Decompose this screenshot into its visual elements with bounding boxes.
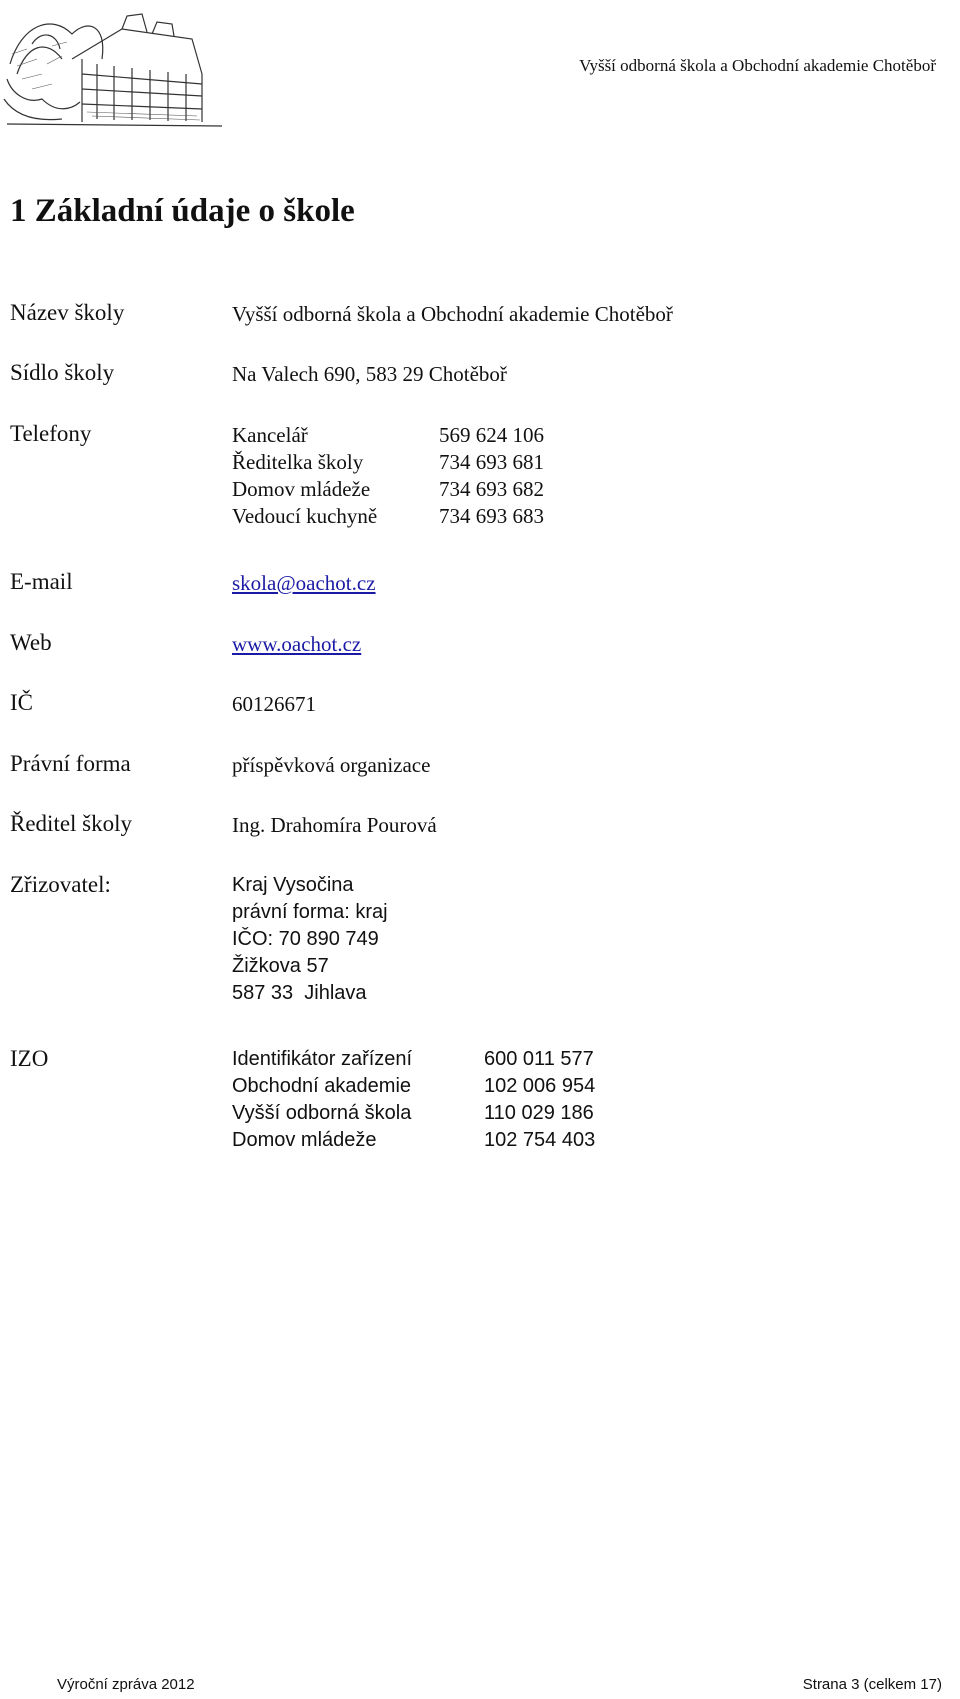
label-email: E-mail [10,569,73,594]
zrizovatel-line: Žižkova 57 [232,955,329,977]
zrizovatel-line: IČO: 70 890 749 [232,928,379,950]
label-telefony: Telefony [10,421,92,446]
phone-name: Domov mládeže [232,477,371,501]
label-sidlo-skoly: Sídlo školy [10,360,115,385]
izo-name: Domov mládeže [232,1129,377,1151]
phone-name: Ředitelka školy [232,450,364,474]
label-reditel-skoly: Ředitel školy [10,811,133,836]
izo-number: 600 011 577 [484,1048,594,1070]
zrizovatel-line: 587 33 Jihlava [232,982,367,1004]
phone-name: Vedoucí kuchyně [232,504,378,528]
label-nazev-skoly: Název školy [10,300,125,325]
label-zrizovatel: Zřizovatel: [10,872,111,897]
school-building-logo-icon [2,4,227,132]
izo-number: 102 754 403 [484,1129,596,1151]
value-nazev-skoly: Vyšší odborná škola a Obchodní akademie Chotěboř [232,302,673,326]
label-pravni-forma: Právní forma [10,751,131,776]
izo-name: Identifikátor zařízení [232,1048,413,1070]
phone-number: 569 624 106 [439,423,544,447]
label-web: Web [10,630,52,655]
izo-name: Obchodní akademie [232,1075,412,1097]
value-ic: 60126671 [232,692,316,716]
izo-number: 110 029 186 [484,1102,594,1124]
zrizovatel-line: Kraj Vysočina [232,874,354,896]
value-sidlo-skoly: Na Valech 690, 583 29 Chotěboř [232,362,507,386]
izo-number: 102 006 954 [484,1075,596,1097]
label-ic: IČ [10,690,33,715]
phone-number: 734 693 682 [439,477,544,501]
izo-name: Vyšší odborná škola [232,1102,412,1124]
label-izo: IZO [10,1046,49,1071]
phone-number: 734 693 681 [439,450,544,474]
footer-page-number: Strana 3 (celkem 17) [802,1676,942,1693]
web-link[interactable]: www.oachot.cz [232,632,362,656]
phone-name: Kancelář [232,423,308,447]
value-pravni-forma: příspěvková organizace [232,753,431,777]
section-title: 1 Základní údaje o škole [10,193,355,229]
value-reditel-skoly: Ing. Drahomíra Pourová [232,813,437,837]
phone-number: 734 693 683 [439,504,544,528]
zrizovatel-line: právní forma: kraj [232,901,388,923]
footer-report-title: Výroční zpráva 2012 [57,1676,195,1693]
email-link[interactable]: skola@oachot.cz [232,571,376,595]
header-school-name: Vyšší odborná škola a Obchodní akademie Chotěboř [579,56,936,75]
